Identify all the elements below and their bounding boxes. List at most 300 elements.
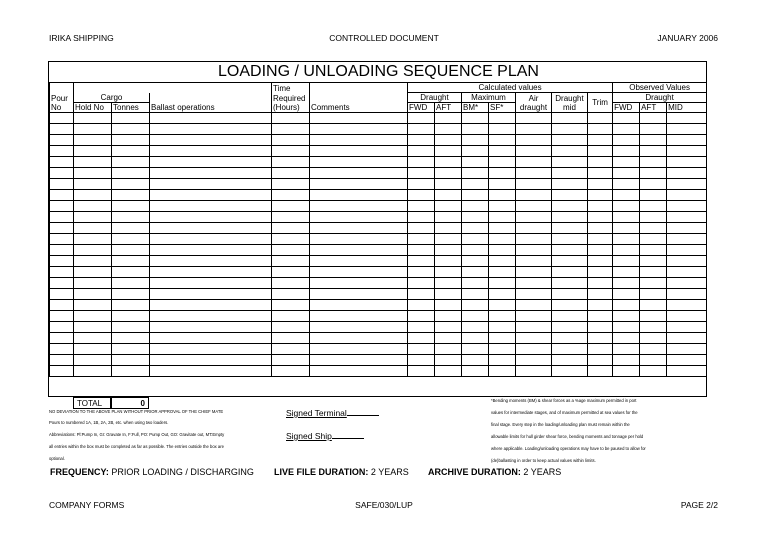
table-cell[interactable] [310, 190, 408, 201]
table-cell[interactable] [50, 124, 74, 135]
table-cell[interactable] [516, 113, 552, 124]
table-cell[interactable] [462, 311, 489, 322]
table-cell[interactable] [613, 212, 640, 223]
table-cell[interactable] [613, 146, 640, 157]
table-cell[interactable] [150, 135, 272, 146]
table-cell[interactable] [74, 322, 112, 333]
table-cell[interactable] [310, 344, 408, 355]
table-cell[interactable] [50, 135, 74, 146]
table-cell[interactable] [112, 333, 150, 344]
table-cell[interactable] [640, 212, 667, 223]
table-cell[interactable] [462, 190, 489, 201]
table-cell[interactable] [435, 212, 462, 223]
table-cell[interactable] [310, 300, 408, 311]
table-cell[interactable] [112, 179, 150, 190]
table-cell[interactable] [613, 267, 640, 278]
table-cell[interactable] [310, 278, 408, 289]
table-cell[interactable] [552, 146, 588, 157]
table-cell[interactable] [516, 124, 552, 135]
table-cell[interactable] [435, 278, 462, 289]
table-cell[interactable] [408, 179, 435, 190]
table-cell[interactable] [516, 267, 552, 278]
table-cell[interactable] [408, 124, 435, 135]
table-cell[interactable] [552, 289, 588, 300]
table-cell[interactable] [552, 168, 588, 179]
table-cell[interactable] [588, 322, 613, 333]
table-cell[interactable] [588, 245, 613, 256]
table-cell[interactable] [667, 344, 707, 355]
table-cell[interactable] [310, 333, 408, 344]
table-cell[interactable] [489, 333, 516, 344]
table-cell[interactable] [613, 256, 640, 267]
table-cell[interactable] [552, 234, 588, 245]
table-cell[interactable] [640, 223, 667, 234]
table-cell[interactable] [462, 245, 489, 256]
table-cell[interactable] [462, 344, 489, 355]
table-cell[interactable] [640, 355, 667, 366]
table-cell[interactable] [310, 179, 408, 190]
table-cell[interactable] [408, 366, 435, 377]
table-cell[interactable] [588, 201, 613, 212]
table-cell[interactable] [112, 289, 150, 300]
table-cell[interactable] [272, 168, 310, 179]
table-cell[interactable] [489, 179, 516, 190]
table-cell[interactable] [552, 190, 588, 201]
table-cell[interactable] [640, 333, 667, 344]
table-cell[interactable] [613, 157, 640, 168]
table-cell[interactable] [272, 333, 310, 344]
table-cell[interactable] [408, 146, 435, 157]
table-cell[interactable] [272, 179, 310, 190]
table-cell[interactable] [408, 311, 435, 322]
table-cell[interactable] [489, 113, 516, 124]
table-cell[interactable] [310, 234, 408, 245]
table-cell[interactable] [310, 146, 408, 157]
table-cell[interactable] [112, 157, 150, 168]
table-cell[interactable] [112, 212, 150, 223]
table-cell[interactable] [435, 124, 462, 135]
table-cell[interactable] [112, 267, 150, 278]
table-cell[interactable] [588, 157, 613, 168]
table-cell[interactable] [408, 355, 435, 366]
table-cell[interactable] [74, 311, 112, 322]
table-cell[interactable] [667, 135, 707, 146]
table-cell[interactable] [112, 344, 150, 355]
table-cell[interactable] [613, 355, 640, 366]
table-cell[interactable] [112, 322, 150, 333]
table-cell[interactable] [588, 179, 613, 190]
table-cell[interactable] [667, 201, 707, 212]
table-cell[interactable] [150, 333, 272, 344]
table-cell[interactable] [462, 124, 489, 135]
table-cell[interactable] [150, 289, 272, 300]
table-cell[interactable] [408, 212, 435, 223]
table-cell[interactable] [150, 168, 272, 179]
table-cell[interactable] [272, 267, 310, 278]
table-cell[interactable] [272, 256, 310, 267]
table-cell[interactable] [310, 267, 408, 278]
table-cell[interactable] [489, 344, 516, 355]
table-cell[interactable] [640, 311, 667, 322]
table-cell[interactable] [613, 278, 640, 289]
table-cell[interactable] [408, 190, 435, 201]
table-cell[interactable] [150, 322, 272, 333]
table-cell[interactable] [462, 300, 489, 311]
table-cell[interactable] [408, 256, 435, 267]
table-cell[interactable] [640, 267, 667, 278]
table-cell[interactable] [112, 355, 150, 366]
table-cell[interactable] [588, 135, 613, 146]
table-cell[interactable] [435, 322, 462, 333]
table-cell[interactable] [74, 212, 112, 223]
table-cell[interactable] [613, 311, 640, 322]
table-cell[interactable] [552, 223, 588, 234]
table-cell[interactable] [50, 157, 74, 168]
table-cell[interactable] [516, 300, 552, 311]
table-cell[interactable] [552, 157, 588, 168]
table-cell[interactable] [516, 278, 552, 289]
table-cell[interactable] [112, 311, 150, 322]
table-cell[interactable] [640, 157, 667, 168]
table-cell[interactable] [272, 300, 310, 311]
table-cell[interactable] [272, 289, 310, 300]
table-cell[interactable] [516, 179, 552, 190]
table-cell[interactable] [50, 245, 74, 256]
table-cell[interactable] [310, 311, 408, 322]
table-cell[interactable] [150, 344, 272, 355]
table-cell[interactable] [435, 256, 462, 267]
table-cell[interactable] [150, 267, 272, 278]
table-cell[interactable] [489, 135, 516, 146]
table-cell[interactable] [435, 267, 462, 278]
table-cell[interactable] [489, 278, 516, 289]
table-cell[interactable] [435, 168, 462, 179]
table-cell[interactable] [310, 245, 408, 256]
table-cell[interactable] [74, 201, 112, 212]
table-cell[interactable] [462, 179, 489, 190]
table-cell[interactable] [489, 146, 516, 157]
table-cell[interactable] [667, 234, 707, 245]
table-cell[interactable] [552, 311, 588, 322]
table-cell[interactable] [489, 234, 516, 245]
table-cell[interactable] [667, 256, 707, 267]
table-cell[interactable] [613, 135, 640, 146]
table-cell[interactable] [588, 355, 613, 366]
table-cell[interactable] [552, 366, 588, 377]
table-cell[interactable] [588, 289, 613, 300]
table-cell[interactable] [112, 256, 150, 267]
table-cell[interactable] [150, 234, 272, 245]
table-cell[interactable] [310, 212, 408, 223]
table-cell[interactable] [667, 146, 707, 157]
table-cell[interactable] [489, 157, 516, 168]
table-cell[interactable] [74, 234, 112, 245]
table-cell[interactable] [667, 300, 707, 311]
table-cell[interactable] [50, 300, 74, 311]
table-cell[interactable] [613, 333, 640, 344]
table-cell[interactable] [74, 245, 112, 256]
table-cell[interactable] [613, 289, 640, 300]
table-cell[interactable] [50, 355, 74, 366]
table-cell[interactable] [435, 289, 462, 300]
table-cell[interactable] [462, 146, 489, 157]
table-cell[interactable] [516, 366, 552, 377]
table-cell[interactable] [50, 223, 74, 234]
table-cell[interactable] [435, 190, 462, 201]
table-cell[interactable] [272, 146, 310, 157]
table-cell[interactable] [640, 256, 667, 267]
table-cell[interactable] [516, 256, 552, 267]
table-cell[interactable] [272, 157, 310, 168]
table-cell[interactable] [613, 300, 640, 311]
table-cell[interactable] [408, 289, 435, 300]
signed-ship-field[interactable] [286, 431, 364, 441]
table-cell[interactable] [588, 366, 613, 377]
table-cell[interactable] [613, 234, 640, 245]
table-cell[interactable] [588, 256, 613, 267]
table-cell[interactable] [667, 366, 707, 377]
table-cell[interactable] [408, 344, 435, 355]
table-cell[interactable] [489, 300, 516, 311]
table-cell[interactable] [112, 190, 150, 201]
table-cell[interactable] [489, 245, 516, 256]
table-cell[interactable] [50, 201, 74, 212]
table-cell[interactable] [50, 289, 74, 300]
table-cell[interactable] [462, 212, 489, 223]
table-cell[interactable] [516, 344, 552, 355]
table-cell[interactable] [516, 322, 552, 333]
table-cell[interactable] [74, 278, 112, 289]
table-cell[interactable] [613, 344, 640, 355]
table-cell[interactable] [50, 366, 74, 377]
table-cell[interactable] [552, 245, 588, 256]
table-cell[interactable] [112, 168, 150, 179]
table-cell[interactable] [112, 234, 150, 245]
table-cell[interactable] [408, 201, 435, 212]
table-cell[interactable] [667, 179, 707, 190]
table-cell[interactable] [74, 157, 112, 168]
table-cell[interactable] [667, 289, 707, 300]
table-cell[interactable] [150, 245, 272, 256]
table-cell[interactable] [435, 300, 462, 311]
table-cell[interactable] [50, 146, 74, 157]
table-cell[interactable] [489, 223, 516, 234]
table-cell[interactable] [640, 322, 667, 333]
table-cell[interactable] [50, 212, 74, 223]
table-cell[interactable] [50, 234, 74, 245]
table-cell[interactable] [150, 201, 272, 212]
table-cell[interactable] [435, 135, 462, 146]
table-cell[interactable] [74, 344, 112, 355]
table-cell[interactable] [640, 289, 667, 300]
table-cell[interactable] [640, 234, 667, 245]
table-cell[interactable] [489, 322, 516, 333]
table-cell[interactable] [489, 256, 516, 267]
table-cell[interactable] [74, 300, 112, 311]
table-cell[interactable] [588, 333, 613, 344]
table-cell[interactable] [74, 190, 112, 201]
table-cell[interactable] [516, 190, 552, 201]
table-cell[interactable] [640, 366, 667, 377]
table-cell[interactable] [489, 267, 516, 278]
table-cell[interactable] [462, 289, 489, 300]
table-cell[interactable] [552, 267, 588, 278]
table-cell[interactable] [74, 289, 112, 300]
table-cell[interactable] [150, 190, 272, 201]
table-cell[interactable] [74, 168, 112, 179]
table-cell[interactable] [613, 113, 640, 124]
table-cell[interactable] [667, 157, 707, 168]
table-cell[interactable] [640, 146, 667, 157]
table-cell[interactable] [613, 168, 640, 179]
table-cell[interactable] [310, 157, 408, 168]
table-cell[interactable] [408, 300, 435, 311]
table-cell[interactable] [552, 278, 588, 289]
table-cell[interactable] [74, 179, 112, 190]
table-cell[interactable] [489, 289, 516, 300]
table-cell[interactable] [435, 344, 462, 355]
table-cell[interactable] [640, 300, 667, 311]
table-cell[interactable] [310, 223, 408, 234]
table-cell[interactable] [272, 113, 310, 124]
table-cell[interactable] [74, 256, 112, 267]
table-cell[interactable] [489, 168, 516, 179]
table-cell[interactable] [50, 344, 74, 355]
table-cell[interactable] [462, 322, 489, 333]
table-cell[interactable] [588, 234, 613, 245]
table-cell[interactable] [552, 135, 588, 146]
table-cell[interactable] [489, 201, 516, 212]
table-cell[interactable] [552, 344, 588, 355]
table-cell[interactable] [640, 168, 667, 179]
table-cell[interactable] [552, 256, 588, 267]
table-cell[interactable] [272, 278, 310, 289]
table-cell[interactable] [462, 355, 489, 366]
table-cell[interactable] [50, 190, 74, 201]
table-cell[interactable] [462, 278, 489, 289]
table-cell[interactable] [640, 135, 667, 146]
table-cell[interactable] [516, 157, 552, 168]
table-cell[interactable] [462, 333, 489, 344]
table-cell[interactable] [272, 355, 310, 366]
table-cell[interactable] [462, 201, 489, 212]
table-cell[interactable] [462, 267, 489, 278]
table-cell[interactable] [435, 311, 462, 322]
table-cell[interactable] [613, 366, 640, 377]
table-cell[interactable] [640, 201, 667, 212]
table-cell[interactable] [150, 179, 272, 190]
table-cell[interactable] [408, 278, 435, 289]
table-cell[interactable] [640, 278, 667, 289]
table-cell[interactable] [408, 157, 435, 168]
table-cell[interactable] [552, 212, 588, 223]
table-cell[interactable] [552, 322, 588, 333]
table-cell[interactable] [667, 223, 707, 234]
table-cell[interactable] [50, 311, 74, 322]
table-cell[interactable] [272, 344, 310, 355]
table-cell[interactable] [462, 234, 489, 245]
table-cell[interactable] [435, 201, 462, 212]
table-cell[interactable] [516, 168, 552, 179]
table-cell[interactable] [310, 355, 408, 366]
table-cell[interactable] [150, 157, 272, 168]
table-cell[interactable] [272, 234, 310, 245]
table-cell[interactable] [112, 146, 150, 157]
table-cell[interactable] [552, 333, 588, 344]
table-cell[interactable] [150, 278, 272, 289]
table-cell[interactable] [310, 322, 408, 333]
table-cell[interactable] [310, 168, 408, 179]
table-cell[interactable] [489, 124, 516, 135]
table-cell[interactable] [462, 256, 489, 267]
table-cell[interactable] [408, 135, 435, 146]
table-cell[interactable] [613, 179, 640, 190]
table-cell[interactable] [408, 333, 435, 344]
table-cell[interactable] [310, 289, 408, 300]
table-cell[interactable] [516, 146, 552, 157]
table-cell[interactable] [667, 333, 707, 344]
table-cell[interactable] [588, 146, 613, 157]
table-cell[interactable] [150, 300, 272, 311]
table-cell[interactable] [408, 322, 435, 333]
table-cell[interactable] [667, 311, 707, 322]
table-cell[interactable] [272, 223, 310, 234]
table-cell[interactable] [272, 366, 310, 377]
table-cell[interactable] [50, 179, 74, 190]
table-cell[interactable] [588, 113, 613, 124]
table-cell[interactable] [588, 223, 613, 234]
table-cell[interactable] [310, 124, 408, 135]
table-cell[interactable] [588, 300, 613, 311]
table-cell[interactable] [435, 113, 462, 124]
table-cell[interactable] [272, 190, 310, 201]
table-cell[interactable] [112, 113, 150, 124]
table-cell[interactable] [516, 212, 552, 223]
table-cell[interactable] [435, 366, 462, 377]
table-cell[interactable] [74, 146, 112, 157]
table-cell[interactable] [667, 124, 707, 135]
table-cell[interactable] [489, 212, 516, 223]
table-cell[interactable] [613, 322, 640, 333]
table-cell[interactable] [272, 135, 310, 146]
table-cell[interactable] [74, 267, 112, 278]
table-cell[interactable] [667, 278, 707, 289]
table-cell[interactable] [588, 311, 613, 322]
table-cell[interactable] [667, 168, 707, 179]
table-cell[interactable] [435, 146, 462, 157]
table-cell[interactable] [462, 168, 489, 179]
table-cell[interactable] [272, 124, 310, 135]
table-cell[interactable] [613, 201, 640, 212]
table-cell[interactable] [516, 245, 552, 256]
table-cell[interactable] [462, 113, 489, 124]
table-cell[interactable] [272, 201, 310, 212]
table-cell[interactable] [112, 124, 150, 135]
table-cell[interactable] [408, 245, 435, 256]
table-cell[interactable] [112, 135, 150, 146]
table-cell[interactable] [310, 201, 408, 212]
table-cell[interactable] [640, 190, 667, 201]
table-cell[interactable] [462, 223, 489, 234]
table-cell[interactable] [516, 289, 552, 300]
table-cell[interactable] [112, 245, 150, 256]
table-cell[interactable] [588, 344, 613, 355]
table-cell[interactable] [310, 256, 408, 267]
table-cell[interactable] [489, 311, 516, 322]
table-cell[interactable] [74, 333, 112, 344]
table-cell[interactable] [462, 135, 489, 146]
table-cell[interactable] [150, 256, 272, 267]
